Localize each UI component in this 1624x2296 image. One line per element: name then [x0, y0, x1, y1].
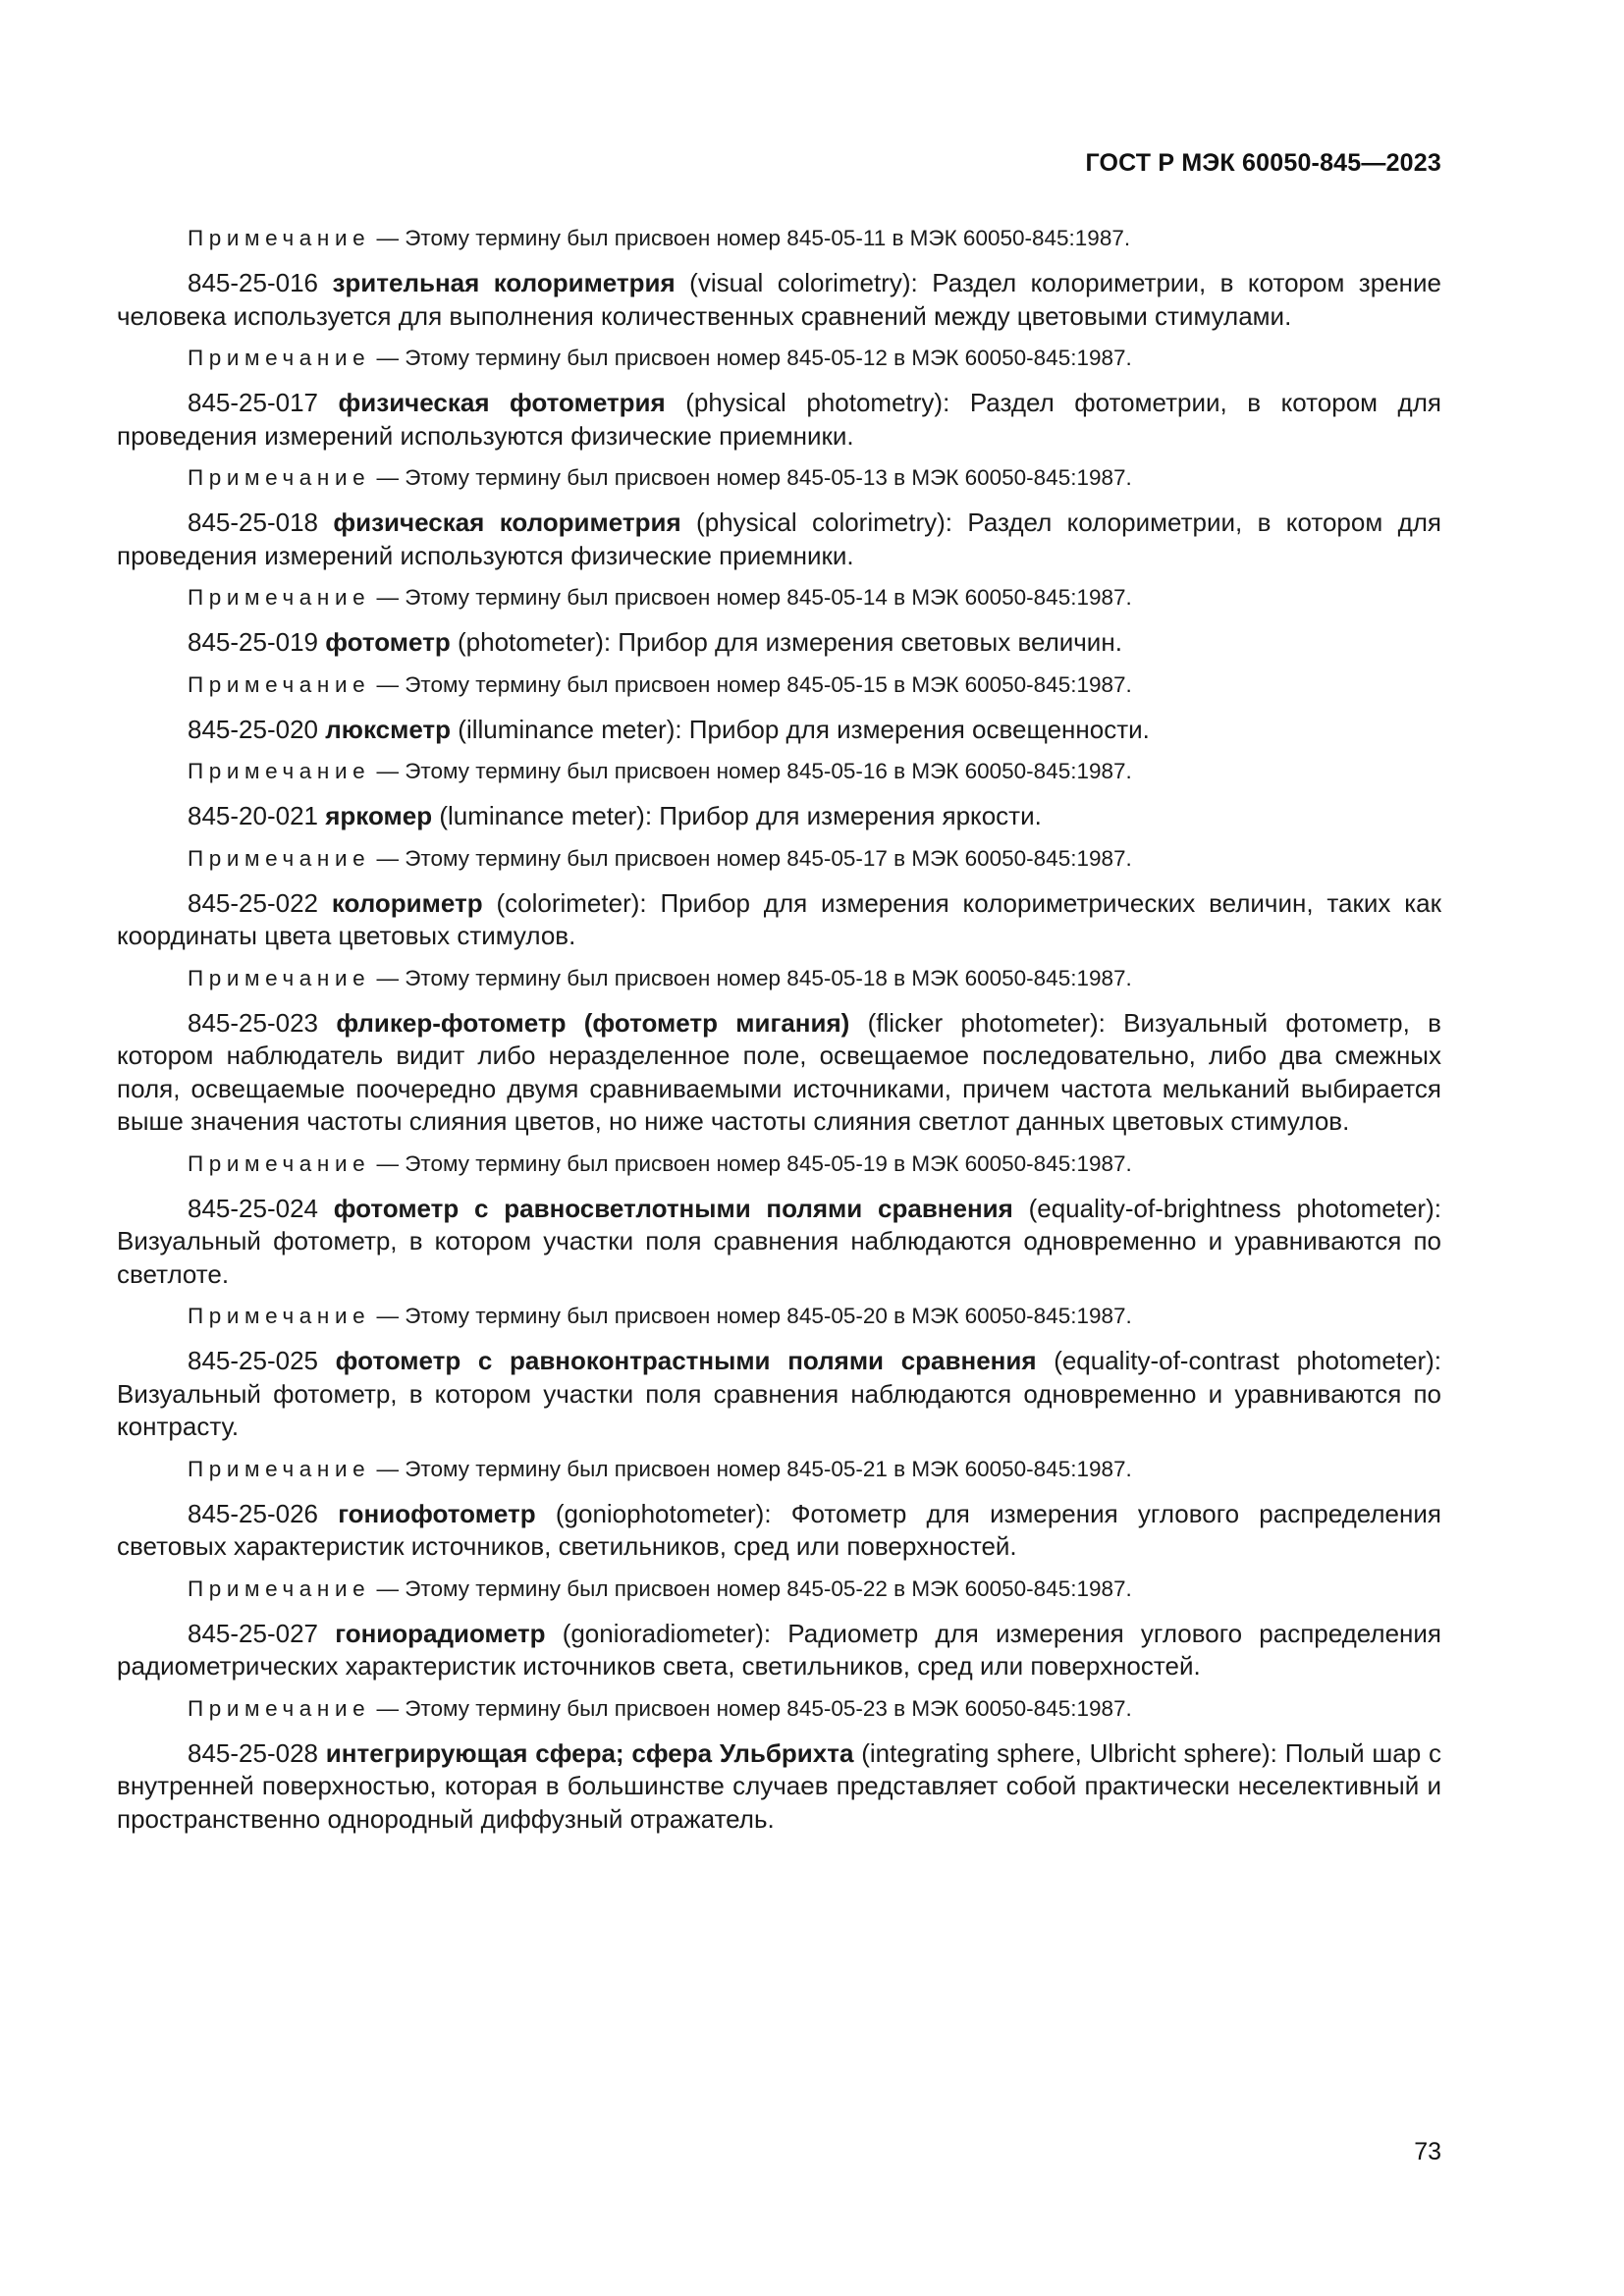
note-label: Примечание — [188, 671, 371, 697]
note-label: Примечание — [188, 1695, 371, 1721]
note-text: — Этому термину был присвоен номер 845-05-13 в МЭК 60050-845:1987. — [376, 465, 1132, 490]
term-name: гониофотометр — [338, 1498, 536, 1528]
term-definition: (physical colorimetry): Раздел колориметрии, в котором для проведения измерений используются физические приемники. — [117, 507, 1441, 570]
term-name: гониорадиометр — [335, 1618, 546, 1648]
term-definition: (equality-of-brightness photometer): Визуальный фотометр, в котором участки поля сравнения наблюдаются одновременно и уравниваются по светлоте. — [117, 1193, 1441, 1289]
note — [117, 583, 1441, 613]
note — [117, 224, 1441, 253]
term-number: 845-20-021 — [188, 801, 318, 830]
term-number: 845-25-018 — [188, 507, 318, 537]
term-number: 845-25-028 — [188, 1737, 318, 1768]
note-label: Примечание — [188, 465, 371, 490]
note — [117, 670, 1441, 700]
note-text: — Этому термину был присвоен номер 845-05-11 в МЭК 60050-845:1987. — [376, 226, 1131, 250]
term-entry — [117, 1498, 1441, 1564]
note — [117, 1149, 1441, 1179]
note — [117, 1575, 1441, 1604]
note-text: — Этому термину был присвоен номер 845-05-18 в МЭК 60050-845:1987. — [376, 965, 1132, 990]
note-label: Примечание — [188, 1304, 371, 1328]
document-header: ГОСТ Р МЭК 60050-845—2023 — [1085, 149, 1441, 177]
note-text: — Этому термину был присвоен номер 845-05-19 в МЭК 60050-845:1987. — [376, 1150, 1132, 1176]
term-name: фликер-фотометр (фотометр мигания) — [336, 1007, 850, 1038]
term-entry — [117, 267, 1441, 333]
term-entry — [117, 387, 1441, 453]
note-label: Примечание — [188, 965, 371, 990]
term-number: 845-25-016 — [188, 268, 318, 297]
term-number: 845-25-017 — [188, 388, 318, 417]
term-entry — [117, 800, 1441, 833]
term-entry — [117, 1007, 1441, 1139]
term-definition: (illuminance meter): Прибор для измерения освещенности. — [458, 714, 1150, 744]
term-definition: (equality-of-contrast photometer): Визуальный фотометр, в котором участки поля сравнения наблюдаются одновременно и уравниваются по контрасту. — [117, 1346, 1442, 1441]
note-text: — Этому термину был присвоен номер 845-05-23 в МЭК 60050-845:1987. — [376, 1695, 1132, 1721]
note — [117, 964, 1441, 993]
note — [117, 463, 1441, 493]
term-name: физическая фотометрия — [338, 388, 666, 417]
term-definition: (integrating sphere, Ulbricht sphere): Полый шар с внутренней поверхностью, которая в большинстве случаев представляет собой практически неселективный и пространственно однородный диффузный отражатель. — [117, 1737, 1441, 1834]
note — [117, 1455, 1441, 1484]
term-name: фотометр с равносветлотными полями сравнения — [333, 1193, 1013, 1223]
term-number: 845-25-022 — [188, 887, 318, 918]
term-name: колориметр — [331, 887, 483, 918]
note — [117, 344, 1441, 373]
note-label: Примечание — [188, 845, 371, 871]
note-label: Примечание — [188, 346, 371, 370]
note-label: Примечание — [188, 1456, 371, 1481]
note-text: — Этому термину был присвоен номер 845-05-21 в МЭК 60050-845:1987. — [376, 1456, 1132, 1481]
note-label: Примечание — [188, 1575, 371, 1601]
term-name: яркомер — [325, 801, 433, 830]
term-entry — [117, 887, 1441, 953]
term-name: люксметр — [325, 714, 452, 744]
note — [117, 844, 1441, 874]
term-entry — [117, 714, 1441, 747]
term-name: зрительная колориметрия — [332, 268, 676, 297]
term-definition: (colorimeter): Прибор для измерения колориметрических величин, таких как координаты цвета цветовых стимулов. — [117, 887, 1441, 950]
term-number: 845-25-026 — [188, 1498, 318, 1528]
term-number: 845-25-027 — [188, 1618, 318, 1648]
note-label: Примечание — [188, 759, 371, 783]
note-label: Примечание — [188, 226, 371, 250]
term-number: 845-25-025 — [188, 1346, 318, 1375]
note — [117, 1694, 1441, 1724]
note-text: — Этому термину был присвоен номер 845-05-17 в МЭК 60050-845:1987. — [376, 845, 1132, 871]
term-entry — [117, 1737, 1441, 1837]
term-definition: (luminance meter): Прибор для измерения яркости. — [439, 801, 1042, 830]
page-number: 73 — [1414, 2138, 1441, 2165]
note — [117, 1302, 1441, 1331]
note-text: — Этому термину был присвоен номер 845-05-22 в МЭК 60050-845:1987. — [376, 1575, 1132, 1601]
term-definition: (visual colorimetry): Раздел колориметрии, в котором зрение человека используется для выполнения количественных сравнений между цветовыми стимулами. — [117, 268, 1441, 331]
term-name: фотометр — [325, 627, 451, 657]
term-entry — [117, 1618, 1441, 1683]
term-definition: (physical photometry): Раздел фотометрии, в котором для проведения измерений используются физические приемники. — [117, 388, 1441, 451]
note-text: — Этому термину был присвоен номер 845-05-12 в МЭК 60050-845:1987. — [376, 346, 1132, 370]
note-text: — Этому термину был присвоен номер 845-05-15 в МЭК 60050-845:1987. — [376, 671, 1132, 697]
note-label: Примечание — [188, 1150, 371, 1176]
term-number: 845-25-024 — [188, 1193, 318, 1223]
term-entry — [117, 507, 1441, 572]
term-entry — [117, 1345, 1441, 1444]
term-entry — [117, 1193, 1441, 1292]
term-name: интегрирующая сфера; сфера Ульбрихта — [325, 1737, 854, 1768]
note-text: — Этому термину был присвоен номер 845-05-20 в МЭК 60050-845:1987. — [376, 1304, 1132, 1328]
note-label: Примечание — [188, 585, 371, 610]
term-name: физическая колориметрия — [333, 507, 681, 537]
term-number: 845-25-019 — [188, 627, 318, 657]
term-definition: (goniophotometer): Фотометр для измерения углового распределения световых характеристик источников, светильников, сред или поверхностей. — [117, 1498, 1441, 1561]
term-number: 845-25-020 — [188, 714, 318, 744]
note-text: — Этому термину был присвоен номер 845-05-16 в МЭК 60050-845:1987. — [376, 759, 1132, 783]
term-definition: (gonioradiometer): Радиометр для измерения углового распределения радиометрических характеристик источников света, светильников, сред или поверхностей. — [117, 1618, 1441, 1681]
note — [117, 757, 1441, 786]
document-body — [117, 224, 1441, 1846]
term-number: 845-25-023 — [188, 1007, 318, 1038]
term-definition: (photometer): Прибор для измерения световых величин. — [458, 627, 1122, 657]
note-text: — Этому термину был присвоен номер 845-05-14 в МЭК 60050-845:1987. — [376, 585, 1132, 610]
term-name: фотометр с равноконтрастными полями сравнения — [335, 1346, 1037, 1375]
term-entry — [117, 626, 1441, 660]
term-definition: (flicker photometer): Визуальный фотометр, в котором наблюдатель видит либо неразделенное поле, освещаемое последовательно, либо два смежных поля, освещаемые поочередно двумя сравниваемыми источниками, причем частота мельканий выбирается выше значения частоты слияния цветов, но ниже частоты слияния светлот данных цветовых стимулов. — [117, 1007, 1441, 1136]
